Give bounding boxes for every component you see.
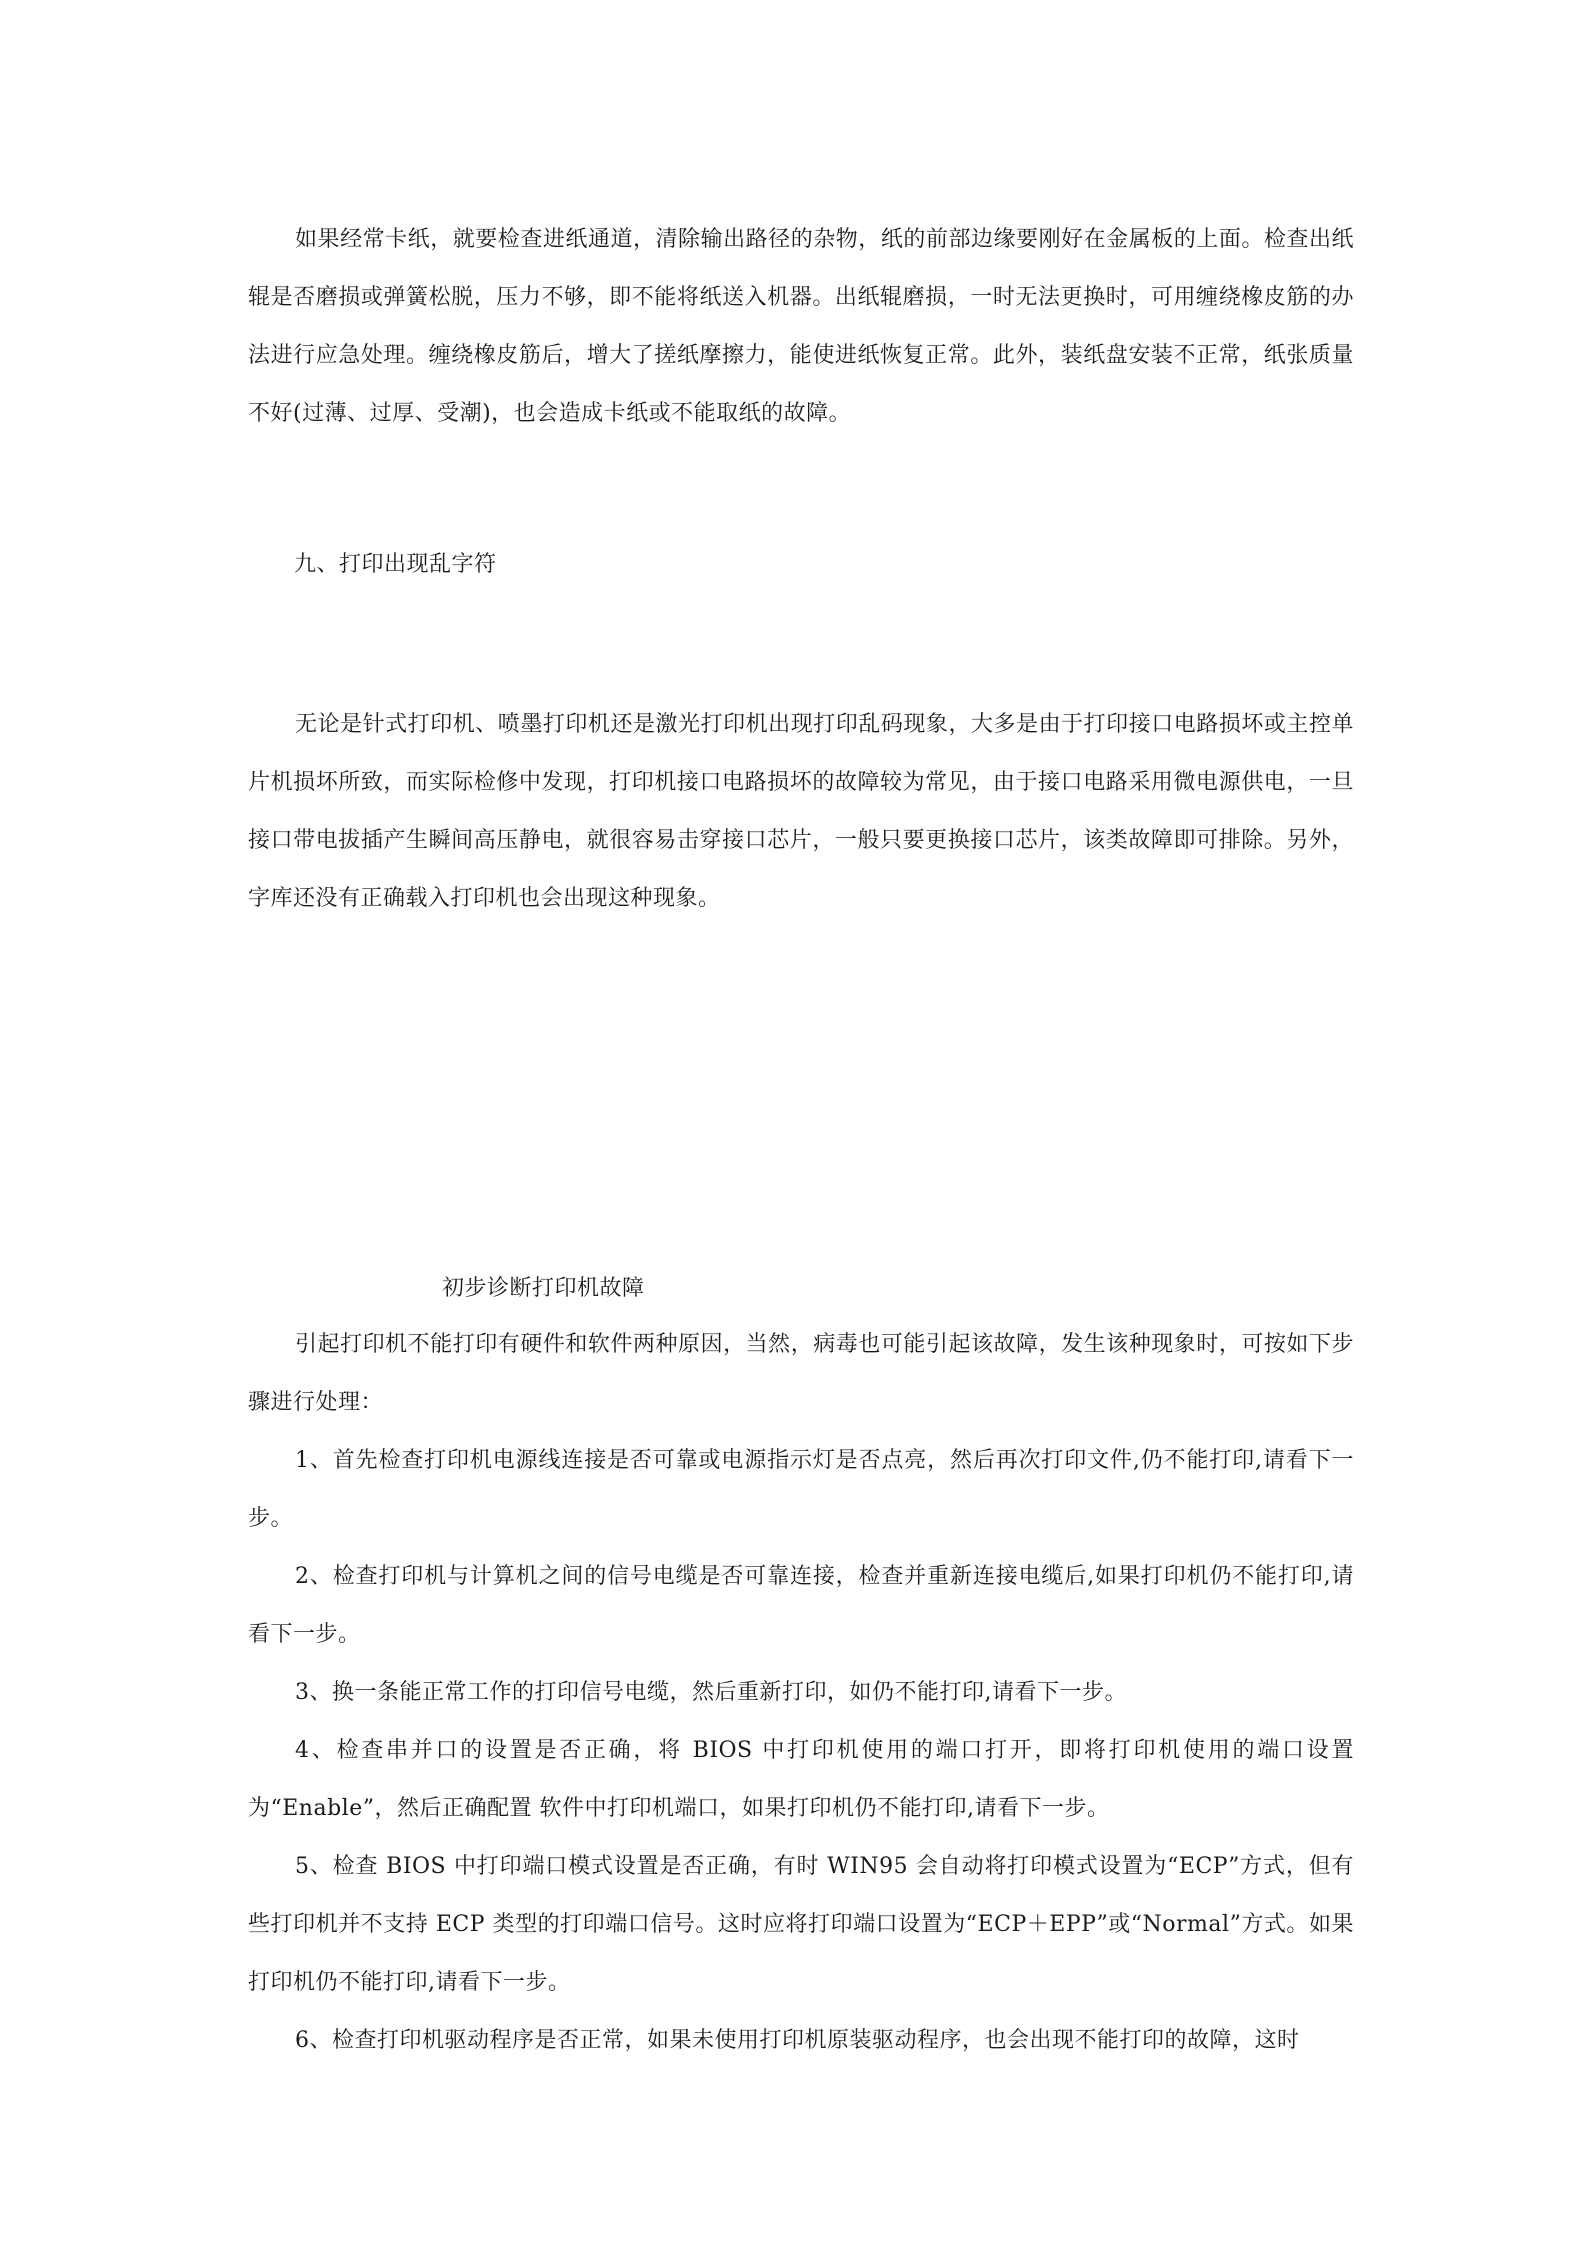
section-heading-diagnosis: 初步诊断打印机故障 [442, 1276, 645, 1301]
diagnosis-step-6: 6、检查打印机驱动程序是否正常，如果未使用打印机原装驱动程序，也会出现不能打印的故障，这时 [295, 2028, 1300, 2053]
diagnosis-step-4: 4、检查串并口的设置是否正确，将 BIOS 中打印机使用的端口打开，即将打印机使用的端口设置为“Enable”，然后正确配置 软件中打印机端口，如果打印机仍不能打印,请看下一步。 [248, 1738, 1354, 1821]
diagnosis-step-3: 3、换一条能正常工作的打印信号电缆，然后重新打印，如仍不能打印,请看下一步。 [295, 1680, 1127, 1705]
diagnosis-intro: 引起打印机不能打印有硬件和软件两种原因，当然，病毒也可能引起该故障，发生该种现象时，可按如下步骤进行处理： [248, 1332, 1354, 1415]
paper-jam-paragraph: 如果经常卡纸，就要检查进纸通道，清除输出路径的杂物，纸的前部边缘要刚好在金属板的上面。检查出纸辊是否磨损或弹簧松脱，压力不够，即不能将纸送入机器。出纸辊磨损，一时无法更换时，可用缠绕橡皮筋的办法进行应急处理。缠绕橡皮筋后，增大了搓纸摩擦力，能使进纸恢复正常。此外，装纸盘安装不正常，纸张质量不好(过薄、过厚、受潮)，也会造成卡纸或不能取纸的故障。 [248, 227, 1354, 426]
diagnosis-step-1: 1、首先检查打印机电源线连接是否可靠或电源指示灯是否点亮，然后再次打印文件,仍不能打印,请看下一步。 [248, 1448, 1354, 1531]
diagnosis-step-5: 5、检查 BIOS 中打印端口模式设置是否正确，有时 WIN95 会自动将打印模式设置为“ECP”方式，但有些打印机并不支持 ECP 类型的打印端口信号。这时应将打印端口设置为“ECP＋EPP”或“Normal”方式。如果打印机仍不能打印,请看下一步。 [248, 1854, 1354, 1995]
section-heading-garbled: 九、打印出现乱字符 [294, 552, 497, 577]
garbled-paragraph: 无论是针式打印机、喷墨打印机还是激光打印机出现打印乱码现象，大多是由于打印接口电路损坏或主控单片机损坏所致，而实际检修中发现，打印机接口电路损坏的故障较为常见，由于接口电路采用微电源供电，一旦接口带电拔插产生瞬间高压静电，就很容易击穿接口芯片，一般只要更换接口芯片，该类故障即可排除。另外，字库还没有正确载入打印机也会出现这种现象。 [248, 712, 1354, 911]
diagnosis-step-2: 2、检查打印机与计算机之间的信号电缆是否可靠连接，检查并重新连接电缆后,如果打印机仍不能打印,请看下一步。 [248, 1564, 1354, 1647]
